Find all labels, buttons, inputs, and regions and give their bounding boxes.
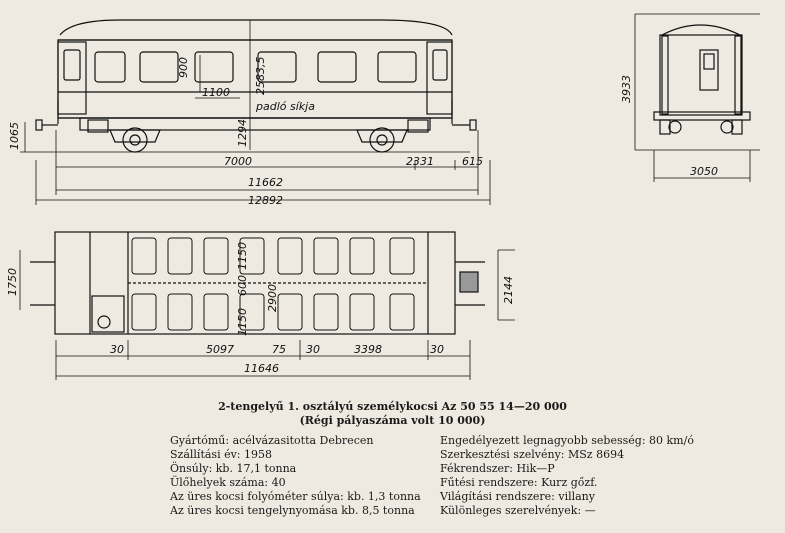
dim-615: 615: [462, 155, 483, 168]
dim-1150-top: 1150: [236, 242, 249, 270]
dim-11662: 11662: [248, 176, 283, 189]
dim-1100: 1100: [202, 86, 230, 99]
dim-11646: 11646: [244, 362, 279, 375]
plan-view: [30, 232, 485, 334]
dim-2144: 2144: [502, 276, 515, 304]
dim-7000: 7000: [224, 155, 252, 168]
dim-75: 75: [272, 343, 286, 356]
spec-tare-weight: Önsúly: kb. 17,1 tonna: [170, 462, 297, 475]
spec-lighting: Világítási rendszere: villany: [440, 490, 595, 503]
floor-level-label: padló síkja: [256, 100, 315, 113]
dim-900: 900: [177, 57, 190, 78]
caption-title: 2-tengelyű 1. osztályú személykocsi Az 50 55 14—20 000: [218, 400, 567, 413]
spec-axle-load: Az üres kocsi tengelynyomása kb. 8,5 tonna: [170, 504, 415, 517]
spec-brake-system: Fékrendszer: Hik—P: [440, 462, 555, 475]
dim-3933: 3933: [620, 75, 633, 103]
dim-30-left: 30: [110, 343, 124, 356]
dim-3398: 3398: [354, 343, 382, 356]
spec-heating: Fűtési rendszere: Kurz gőzf.: [440, 476, 598, 489]
dim-600: 600: [236, 275, 249, 296]
dim-1750: 1750: [6, 268, 19, 296]
spec-special-equipment: Különleges szerelvények: —: [440, 504, 596, 517]
end-view: [635, 14, 760, 182]
dim-5097: 5097: [206, 343, 234, 356]
spec-delivery-year: Szállítási év: 1958: [170, 448, 273, 461]
spec-seats: Ülőhelyek száma: 40: [170, 476, 286, 489]
spec-manufacturer: Gyártómű: acélvázasitotta Debrecen: [170, 434, 374, 447]
dim-30-middle: 30: [306, 343, 320, 356]
spec-weight-per-meter: Az üres kocsi folyóméter súlya: kb. 1,3 tonna: [170, 490, 421, 503]
dim-2331: 2331: [406, 155, 434, 168]
dim-30-right: 30: [430, 343, 444, 356]
dim-1065: 1065: [8, 122, 21, 150]
spec-gauge: Szerkesztési szelvény: MSz 8694: [440, 448, 625, 461]
dim-2583: 2583,5: [254, 56, 267, 95]
caption-subtitle: (Régi pályaszáma volt 10 000): [299, 414, 486, 427]
dim-12892: 12892: [248, 194, 283, 207]
spec-max-speed: Engedélyezett legnagyobb sebesség: 80 km/ó: [440, 434, 694, 447]
dim-3050: 3050: [690, 165, 718, 178]
dim-2900: 2900: [266, 284, 279, 312]
dim-1294: 1294: [236, 119, 249, 147]
dim-1150-bottom: 1150: [236, 308, 249, 336]
